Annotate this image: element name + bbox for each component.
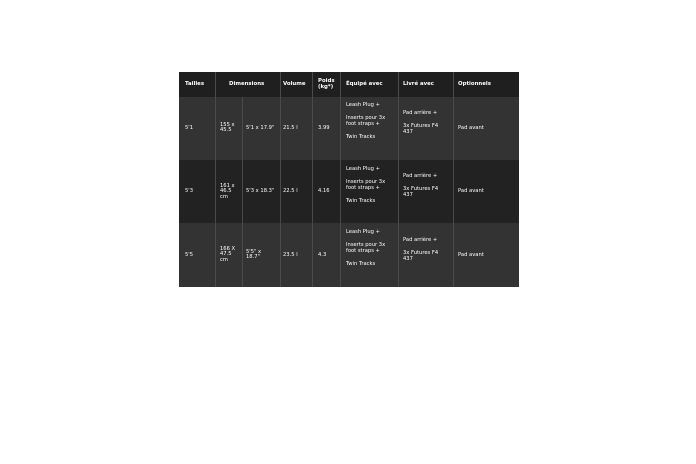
cell-livre <box>403 110 449 136</box>
livre-line: Pad arrière + <box>403 237 438 243</box>
equipe-line: Inserts pour 3x foot straps + <box>346 178 386 191</box>
cell-poids: 4.16 <box>318 188 330 194</box>
col-divider <box>453 72 454 287</box>
cell-dim-cm: 155 x 45.5 <box>220 122 235 134</box>
col-divider <box>242 97 243 287</box>
header-livre: Livré avec <box>403 81 434 87</box>
cell-taille: 5'5 <box>185 252 194 258</box>
cell-optionnels: Pad avant <box>458 252 484 258</box>
equipe-line: Inserts pour 3x foot straps + <box>346 114 386 127</box>
equipe-line: Twin Tracks <box>346 133 376 140</box>
equipe-line: Inserts pour 3x foot straps + <box>346 241 386 254</box>
col-divider <box>312 72 313 287</box>
livre-line: 3x Futures F4 437 <box>403 249 439 262</box>
cell-volume: 23.5 l <box>283 252 298 258</box>
col-divider <box>398 72 399 287</box>
cell-taille: 5'1 <box>185 125 194 131</box>
cell-dim-in: 5'1 x 17.9" <box>246 125 275 131</box>
equipe-line: Leash Plug + <box>346 166 380 172</box>
cell-equipe <box>346 102 396 140</box>
col-divider <box>215 72 216 287</box>
livre-line: Pad arrière + <box>403 173 438 179</box>
header-optionnels: Optionnels <box>458 81 491 87</box>
livre-line: Pad arrière + <box>403 110 438 116</box>
col-divider <box>280 72 281 287</box>
cell-dim-cm: 161 x 46.5 cm <box>220 183 235 200</box>
cell-volume: 21.5 l <box>283 125 298 131</box>
livre-line: 3x Futures F4 437 <box>403 185 439 198</box>
cell-poids: 3.99 <box>318 125 330 131</box>
cell-dim-cm: 166 X 47.5 cm <box>220 246 236 263</box>
cell-optionnels: Pad avant <box>458 125 484 131</box>
cell-taille: 5'3 <box>185 188 194 194</box>
header-equipe: Équipé avec <box>346 81 383 87</box>
cell-volume: 22.5 l <box>283 188 298 194</box>
equipe-line: Twin Tracks <box>346 197 376 204</box>
specs-table <box>179 72 519 287</box>
cell-equipe <box>346 229 396 267</box>
cell-dim-in: 5'5" x 18.7" <box>246 249 262 261</box>
equipe-line: Twin Tracks <box>346 260 376 267</box>
header-poids: Poids (kg*) <box>318 78 335 90</box>
equipe-line: Leash Plug + <box>346 102 380 108</box>
cell-dim-in: 5'3 x 18.3" <box>246 188 275 194</box>
header-volume: Volume <box>283 81 306 87</box>
cell-livre <box>403 237 449 263</box>
equipe-line: Leash Plug + <box>346 229 380 235</box>
cell-livre <box>403 173 449 199</box>
cell-optionnels: Pad avant <box>458 188 484 194</box>
col-divider <box>340 72 341 287</box>
livre-line: 3x Futures F4 437 <box>403 122 439 135</box>
cell-poids: 4.3 <box>318 252 327 258</box>
cell-equipe <box>346 166 396 204</box>
header-tailles: Tailles <box>185 81 205 87</box>
header-dimensions: Dimensions <box>229 81 265 87</box>
